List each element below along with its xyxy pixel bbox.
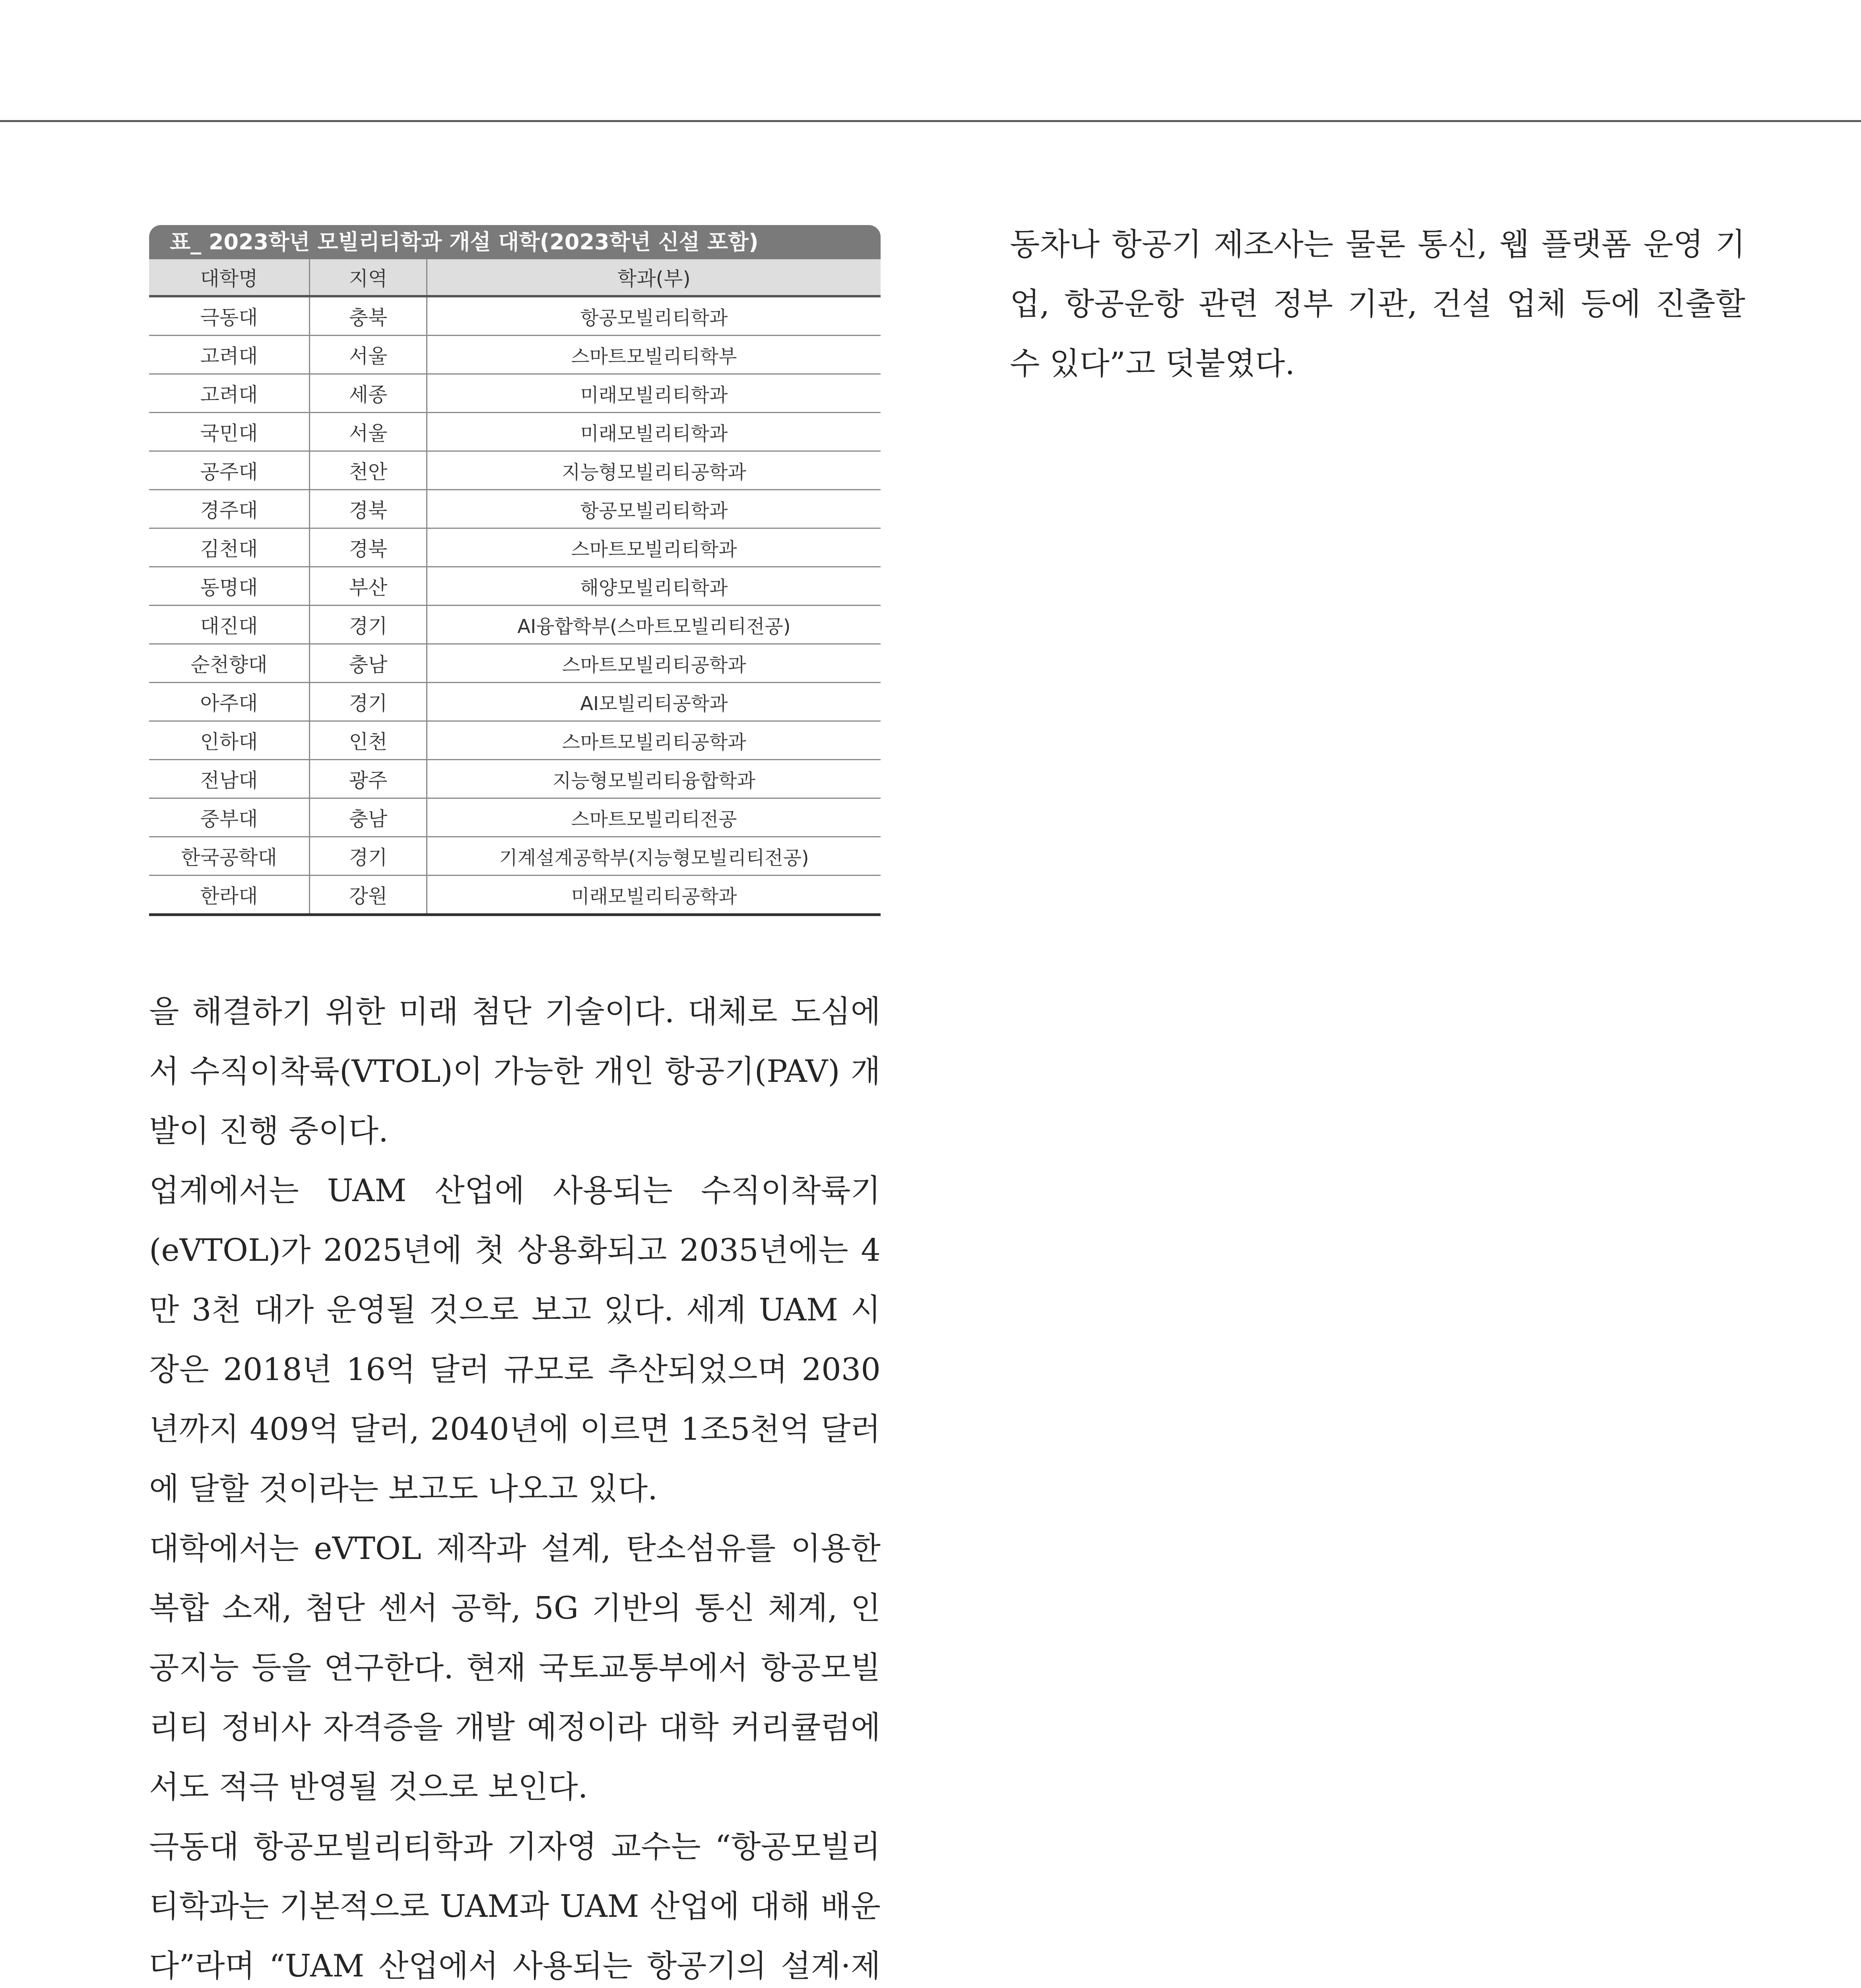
header-university: 대학명	[149, 259, 310, 296]
table-row	[149, 374, 881, 413]
cell-university: 고려대	[149, 374, 310, 413]
table-row	[149, 837, 881, 876]
cell-university: 고려대	[149, 336, 310, 374]
cell-region: 경기	[310, 837, 427, 876]
mobility-departments-table	[149, 259, 881, 916]
table-row	[149, 644, 881, 683]
cell-department: 미래모빌리티공학과	[427, 876, 881, 915]
table-row	[149, 528, 881, 567]
cell-university: 동명대	[149, 567, 310, 606]
header-region: 지역	[310, 259, 427, 296]
cell-region: 인천	[310, 721, 427, 760]
cell-department: 스마트모빌리티전공	[427, 798, 881, 837]
cell-region: 충남	[310, 798, 427, 837]
right-text-column	[1010, 215, 1745, 394]
cell-university: 국민대	[149, 413, 310, 451]
cell-university: 순천향대	[149, 644, 310, 683]
cell-university: 아주대	[149, 683, 310, 721]
table-row	[149, 490, 881, 528]
left-text-column	[149, 982, 881, 1988]
cell-department: 스마트모빌리티학부	[427, 336, 881, 374]
cell-department: 항공모빌리티학과	[427, 490, 881, 528]
cell-university: 한국공학대	[149, 837, 310, 876]
cell-university: 김천대	[149, 528, 310, 567]
cell-region: 부산	[310, 567, 427, 606]
cell-department: 지능형모빌리티공학과	[427, 451, 881, 490]
body-paragraph: 대학에서는 eVTOL 제작과 설계, 탄소섬유를 이용한 복합 소재, 첨단 센서 공학, 5G 기반의 통신 체계, 인공지능 등을 연구한다. 현재 국토교통부에서 항공모빌리티 정비사 자격증을 개발 예정이라 대학 커리큘럼에서도 적극 반영될 것으로 보인다.	[149, 1531, 881, 1805]
cell-university: 대진대	[149, 606, 310, 644]
cell-department: 스마트모빌리티공학과	[427, 721, 881, 760]
table-row	[149, 721, 881, 760]
table-row	[149, 760, 881, 798]
cell-region: 경북	[310, 528, 427, 567]
cell-region: 천안	[310, 451, 427, 490]
cell-region: 경기	[310, 683, 427, 721]
header-rule	[0, 120, 1861, 122]
table-header-row	[149, 259, 881, 296]
cell-region: 경기	[310, 606, 427, 644]
table-row	[149, 683, 881, 721]
cell-department: AI모빌리티공학과	[427, 683, 881, 721]
table-row	[149, 606, 881, 644]
table-row	[149, 876, 881, 915]
cell-department: 해양모빌리티학과	[427, 567, 881, 606]
cell-university: 중부대	[149, 798, 310, 837]
cell-university: 전남대	[149, 760, 310, 798]
table-body	[149, 296, 881, 915]
table-row	[149, 413, 881, 451]
cell-region: 강원	[310, 876, 427, 915]
table-row	[149, 296, 881, 336]
cell-university: 공주대	[149, 451, 310, 490]
table-row	[149, 336, 881, 374]
body-paragraph: 을 해결하기 위한 미래 첨단 기술이다. 대체로 도심에서 수직이착륙(VTOL)이 가능한 개인 항공기(PAV) 개발이 진행 중이다.	[149, 994, 881, 1149]
cell-department: 지능형모빌리티융합학과	[427, 760, 881, 798]
cell-department: 항공모빌리티학과	[427, 296, 881, 336]
body-paragraph: 동차나 항공기 제조사는 물론 통신, 웹 플랫폼 운영 기업, 항공운항 관련 정부 기관, 건설 업체 등에 진출할 수 있다”고 덧붙였다.	[1010, 227, 1745, 382]
cell-department: 스마트모빌리티공학과	[427, 644, 881, 683]
cell-region: 충남	[310, 644, 427, 683]
cell-department: 미래모빌리티학과	[427, 374, 881, 413]
cell-region: 서울	[310, 336, 427, 374]
university-table	[149, 225, 881, 916]
cell-department: AI융합학부(스마트모빌리티전공)	[427, 606, 881, 644]
body-paragraph: 업계에서는 UAM 산업에 사용되는 수직이착륙기(eVTOL)가 2025년에 첫 상용화되고 2035년에는 4만 3천 대가 운영될 것으로 보고 있다. 세계 UAM 시장은 2018년 16억 달러 규모로 추산되었으며 2030년까지 409억 달러, 2040년에 이르면 1조5천억 달러에 달할 것이라는 보고도 나오고 있다.	[149, 1173, 881, 1507]
header-department: 학과(부)	[427, 259, 881, 296]
cell-department: 미래모빌리티학과	[427, 413, 881, 451]
cell-region: 광주	[310, 760, 427, 798]
cell-university: 극동대	[149, 296, 310, 336]
table-caption: 표_ 2023학년 모빌리티학과 개설 대학(2023학년 신설 포함)	[149, 225, 881, 259]
table-row	[149, 798, 881, 837]
cell-department: 기계설계공학부(지능형모빌리티전공)	[427, 837, 881, 876]
table-row	[149, 451, 881, 490]
body-paragraph: 극동대 항공모빌리티학과 기자영 교수는 “항공모빌리티학과는 기본적으로 UAM과 UAM 산업에 대해 배운다”라며 “UAM 산업에서 사용되는 항공기의 설계·제	[149, 1829, 881, 1984]
cell-university: 경주대	[149, 490, 310, 528]
cell-region: 경북	[310, 490, 427, 528]
table-row	[149, 567, 881, 606]
cell-university: 한라대	[149, 876, 310, 915]
cell-university: 인하대	[149, 721, 310, 760]
cell-region: 서울	[310, 413, 427, 451]
cell-region: 충북	[310, 296, 427, 336]
cell-region: 세종	[310, 374, 427, 413]
cell-department: 스마트모빌리티학과	[427, 528, 881, 567]
